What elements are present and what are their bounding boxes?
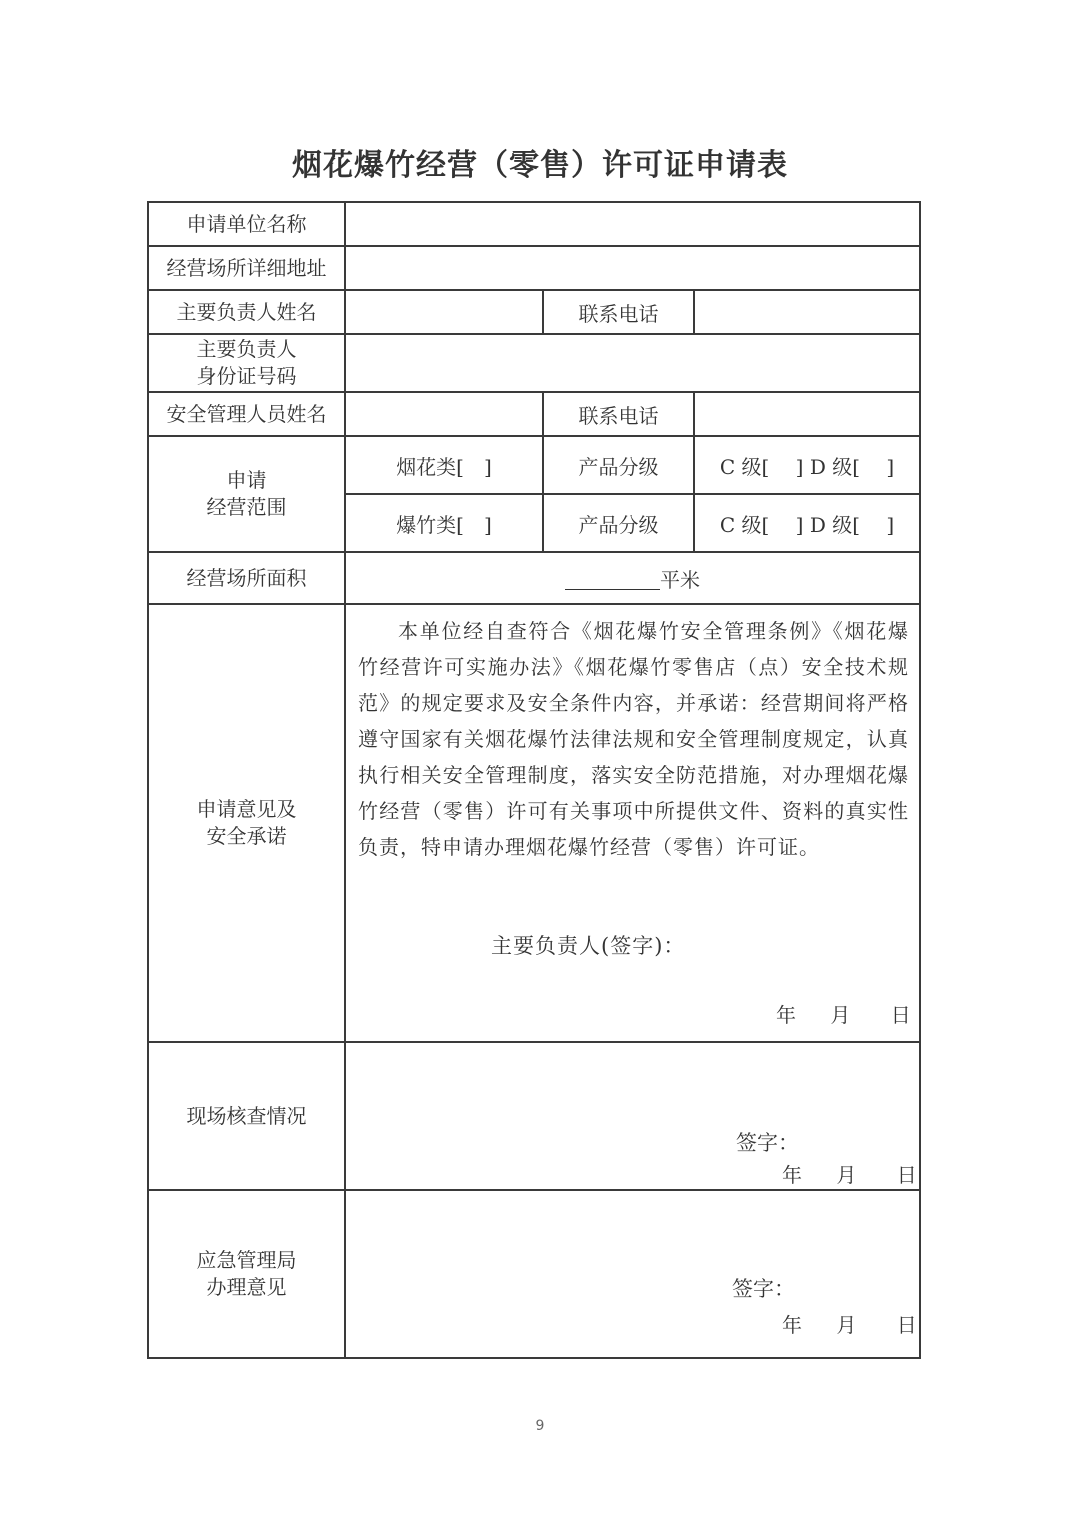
row-safety-name [148, 392, 920, 436]
pledge-year: 年 [776, 1003, 796, 1027]
principal-signature-label: 主要负责人(签字)： [491, 934, 686, 958]
principal-name-field[interactable] [345, 290, 543, 334]
firecrackers-checkbox[interactable]: 爆竹类[ ] [345, 494, 543, 552]
bureau-sign-label: 签字： [732, 1277, 795, 1301]
firecrackers-grade-label: 产品分级 [543, 494, 694, 552]
row-unit-name [148, 202, 920, 246]
inspection-year: 年 [782, 1163, 802, 1187]
row-inspection [148, 1042, 920, 1190]
inspection-cell[interactable] [345, 1042, 920, 1190]
row-area [148, 552, 920, 604]
unit-name-field[interactable] [345, 202, 920, 246]
area-blank-line[interactable] [565, 571, 660, 590]
row-bureau [148, 1190, 920, 1358]
unit-name-label: 申请单位名称 [148, 202, 345, 246]
pledge-day: 日 [890, 1003, 911, 1027]
principal-id-label [148, 334, 345, 392]
page-number: 9 [535, 1418, 545, 1434]
bureau-month: 月 [836, 1313, 857, 1337]
pledge-date [776, 999, 911, 1028]
scope-label [148, 436, 345, 552]
pledge-cell [345, 604, 920, 1042]
area-field[interactable] [345, 552, 920, 604]
principal-phone-field[interactable] [694, 290, 920, 334]
pledge-label-line2: 安全承诺 [206, 824, 287, 848]
inspection-label: 现场核查情况 [148, 1042, 345, 1190]
row-scope-fireworks [148, 436, 920, 494]
pledge-text-block [346, 605, 919, 865]
safety-name-label: 安全管理人员姓名 [148, 392, 345, 436]
safety-name-field[interactable] [345, 392, 543, 436]
inspection-date [782, 1159, 917, 1188]
area-label: 经营场所面积 [148, 552, 345, 604]
application-form-table [147, 201, 921, 1359]
fireworks-checkbox[interactable]: 烟花类[ ] [345, 436, 543, 494]
address-field[interactable] [345, 246, 920, 290]
scope-label-line2: 经营范围 [206, 495, 287, 519]
row-address [148, 246, 920, 290]
fireworks-grade-options[interactable]: C 级[ ] D 级[ ] [694, 436, 920, 494]
bureau-cell[interactable] [345, 1190, 920, 1358]
area-unit: 平米 [660, 567, 701, 592]
pledge-label-line1: 申请意见及 [196, 797, 297, 821]
bureau-label-line2: 办理意见 [206, 1275, 287, 1299]
form-title: 烟花爆竹经营（零售）许可证申请表 [292, 148, 788, 183]
bureau-label [148, 1190, 345, 1358]
firecrackers-grade-options[interactable]: C 级[ ] D 级[ ] [694, 494, 920, 552]
row-pledge [148, 604, 920, 1042]
principal-id-label-line2: 身份证号码 [196, 364, 297, 388]
fireworks-grade-label: 产品分级 [543, 436, 694, 494]
pledge-label [148, 604, 345, 1042]
bureau-year: 年 [782, 1313, 802, 1337]
principal-id-field[interactable] [345, 334, 920, 392]
safety-phone-field[interactable] [694, 392, 920, 436]
inspection-month: 月 [836, 1163, 857, 1187]
pledge-text: 本单位经自查符合《烟花爆竹安全管理条例》《烟花爆竹经营许可实施办法》《烟花爆竹零售店（点）安全技术规范》的规定要求及安全条件内容，并承诺：经营期间将严格遵守国家有关烟花爆竹法律法规和安全管理制度规定，认真执行相关安全管理制度，落实安全防范措施，对办理烟花爆竹经营（零售）许可有关事项中所提供文件、资料的真实性负责，特申请办理烟花爆竹经营（零售）许可证。 [358, 619, 910, 859]
inspection-sign-label: 签字： [736, 1131, 799, 1155]
scope-label-line1: 申请 [226, 468, 267, 492]
safety-phone-label: 联系电话 [543, 392, 694, 436]
principal-phone-label: 联系电话 [543, 290, 694, 334]
bureau-day: 日 [896, 1313, 917, 1337]
bureau-date [782, 1309, 917, 1338]
pledge-month: 月 [830, 1003, 851, 1027]
row-principal-id [148, 334, 920, 392]
inspection-day: 日 [896, 1163, 917, 1187]
bureau-label-line1: 应急管理局 [196, 1248, 297, 1272]
row-principal-name [148, 290, 920, 334]
principal-name-label: 主要负责人姓名 [148, 290, 345, 334]
principal-id-label-line1: 主要负责人 [196, 337, 297, 361]
address-label: 经营场所详细地址 [148, 246, 345, 290]
